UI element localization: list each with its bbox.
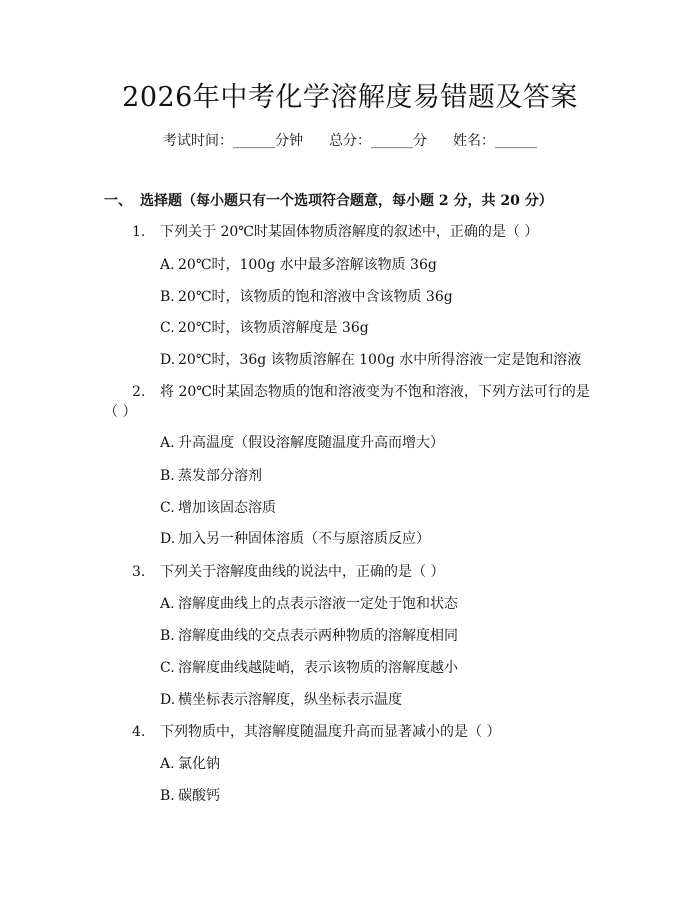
option-text: 20℃时，该物质的饱和溶液中含该物质 36g: [178, 289, 453, 305]
exam-info-line: [0, 130, 700, 152]
question-3-option-d: [160, 689, 402, 711]
option-text: 氯化钠: [178, 756, 220, 772]
option-letter: D.: [160, 692, 176, 708]
option-letter: B.: [160, 289, 175, 305]
option-text: 溶解度曲线的交点表示两种物质的溶解度相同: [178, 628, 458, 644]
option-text: 溶解度曲线越陡峭，表示该物质的溶解度越小: [178, 660, 458, 676]
question-number: 1.: [132, 224, 146, 240]
question-text: 下列关于 20℃时某固体物质溶解度的叙述中，正确的是（ ）: [160, 224, 539, 240]
option-letter: A.: [160, 756, 175, 772]
option-letter: C.: [160, 660, 175, 676]
option-text: 20℃时，36g 该物质溶解在 100g 水中所得溶液一定是饱和溶液: [178, 352, 582, 368]
option-letter: B.: [160, 468, 175, 484]
option-text: 20℃时，100g 水中最多溶解该物质 36g: [178, 257, 437, 273]
question-3-option-c: [160, 657, 458, 679]
question-1: [132, 221, 538, 243]
question-text: 下列物质中，其溶解度随温度升高而显著减小的是（ ）: [160, 724, 501, 740]
option-text: 横坐标表示溶解度，纵坐标表示温度: [178, 692, 402, 708]
option-letter: A.: [160, 435, 175, 451]
answer-parentheses: （ ）: [104, 404, 137, 420]
question-4-option-b: [160, 785, 220, 807]
question-1-option-d: [160, 349, 581, 371]
option-text: 加入另一种固体溶质（不与原溶质反应）: [178, 531, 430, 547]
option-text: 增加该固态溶质: [178, 500, 276, 516]
option-letter: A.: [160, 257, 175, 273]
option-text: 20℃时，该物质溶解度是 36g: [178, 320, 369, 336]
question-2-option-d: [160, 528, 430, 550]
question-text: 将 20℃时某固态物质的饱和溶液变为不饱和溶液，下列方法可行的是: [160, 384, 590, 400]
question-2-option-a: [160, 432, 444, 454]
option-text: 升高温度（假设溶解度随温度升高而增大）: [178, 435, 444, 451]
exam-time-field: 考试时间：______分钟: [163, 133, 303, 149]
question-4-option-a: [160, 753, 220, 775]
option-letter: C.: [160, 320, 175, 336]
option-letter: C.: [160, 500, 175, 516]
question-1-option-a: [160, 254, 437, 276]
question-1-option-c: [160, 317, 369, 339]
question-number: 4.: [132, 724, 146, 740]
option-letter: D.: [160, 352, 176, 368]
question-4: [132, 721, 500, 743]
question-3: [132, 561, 444, 583]
option-text: 蒸发部分溶剂: [178, 468, 262, 484]
option-letter: D.: [160, 531, 176, 547]
question-2-continuation: [104, 401, 136, 423]
option-text: 碳酸钙: [178, 788, 220, 804]
student-name-field: 姓名：______: [453, 133, 537, 149]
question-number: 2.: [132, 384, 146, 400]
question-3-option-b: [160, 625, 458, 647]
total-score-field: 总分：______分: [329, 133, 427, 149]
section-number: 一、: [104, 193, 132, 209]
question-2-option-c: [160, 497, 276, 519]
option-letter: B.: [160, 788, 175, 804]
page-title: 2026年中考化学溶解度易错题及答案: [122, 82, 578, 113]
question-2-option-b: [160, 465, 262, 487]
option-letter: B.: [160, 628, 175, 644]
section-heading: [104, 190, 553, 212]
question-3-option-a: [160, 593, 458, 615]
question-number: 3.: [132, 564, 146, 580]
option-letter: A.: [160, 596, 175, 612]
question-text: 下列关于溶解度曲线的说法中，正确的是（ ）: [160, 564, 445, 580]
question-1-option-b: [160, 286, 453, 308]
question-2: [132, 381, 590, 403]
option-text: 溶解度曲线上的点表示溶液一定处于饱和状态: [178, 596, 458, 612]
section-title: 选择题（每小题只有一个选项符合题意，每小题 2 分，共 20 分）: [140, 193, 553, 209]
